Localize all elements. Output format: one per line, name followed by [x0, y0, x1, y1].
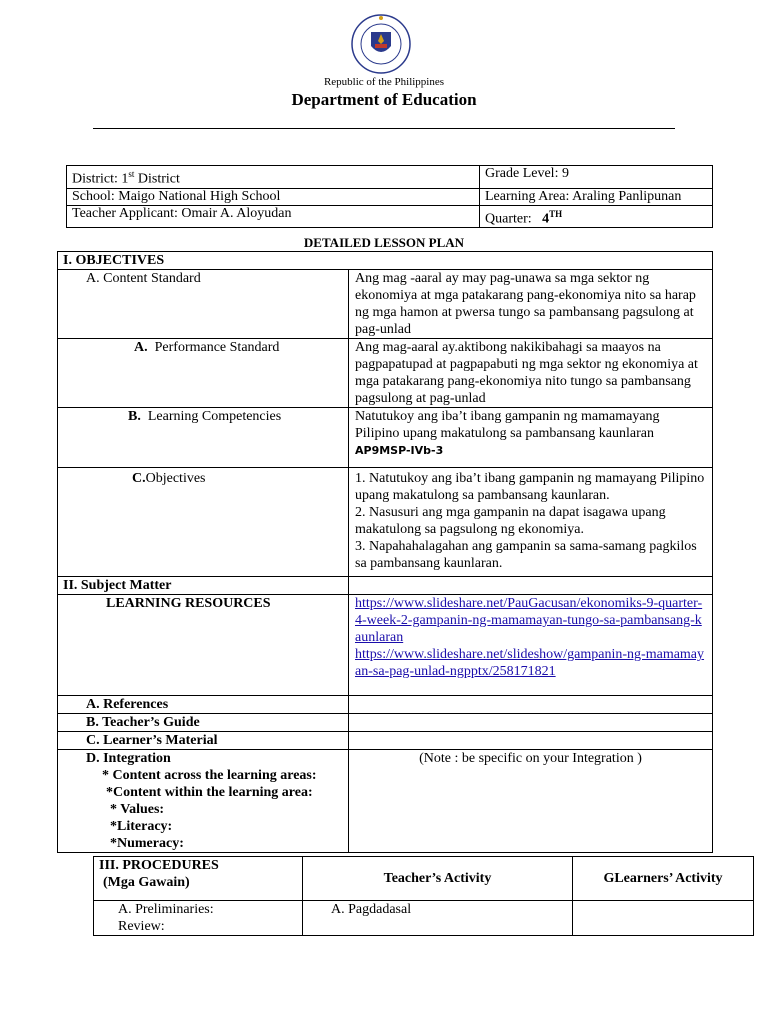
objectives-list: [349, 468, 713, 577]
school-info-table: [66, 165, 713, 228]
learning-area-cell: Learning Area: Araling Panlipunan: [480, 188, 713, 205]
teacher-activity-header: Teacher’s Activity: [303, 857, 573, 901]
learner-activity-header: GLearners’ Activity: [573, 857, 754, 901]
teachers-guide-value: [349, 714, 713, 732]
learners-material-label: C. Learner’s Material: [58, 732, 349, 750]
review-label: Review:: [118, 919, 165, 934]
objectives-heading: I. OBJECTIVES: [58, 252, 713, 270]
integration-cell: [58, 750, 349, 853]
learning-resources-links: [349, 595, 713, 696]
learner-activity-cell: [573, 901, 754, 936]
school-cell: School: Maigo National High School: [67, 188, 480, 205]
lesson-plan-title: DETAILED LESSON PLAN: [303, 235, 465, 250]
procedures-heading: III. PROCEDURES (Mga Gawain): [94, 857, 303, 901]
content-standard-text: Ang mag -aaral ay may pag-unawa sa mga sektor ng ekonomiya at mga patakarang pang-ekonomiya nito sa harap ng mga hamon at pwersa tungo sa pambansang pagsulong at pag-unlad: [349, 270, 713, 339]
performance-standard-text: Ang mag-aaral ay.aktibong nakikibahagi sa maayos na pagpapatupad at pagpapabuti ng mga sektor ng ekonomiya at mga patakarang pang-ekonomiya nito tungo sa pambansang pagsulong at pag-unlad: [349, 339, 713, 408]
grade-level-cell: Grade Level: 9: [480, 166, 713, 189]
integration-label: D. Integration: [86, 751, 171, 766]
republic-label: Republic of the Philippines: [323, 76, 445, 88]
literacy-label: *Literacy:: [110, 819, 173, 834]
procedures-table: [93, 856, 754, 936]
references-value: [349, 696, 713, 714]
resource-link-2[interactable]: https://www.slideshare.net/slideshow/gampanin-ng-mamamayan-sa-pag-unlad-ngpptx/258171821: [355, 647, 705, 679]
district-cell: District: 1st District: [67, 166, 480, 189]
objectives-label: C.Objectives: [58, 468, 349, 577]
teachers-guide-label: B. Teacher’s Guide: [58, 714, 349, 732]
learning-resources-label: LEARNING RESOURCES: [58, 595, 349, 696]
header-divider: [93, 128, 675, 129]
content-standard-label: A. Content Standard: [58, 270, 349, 339]
competency-code: AP9MSP-IVb-3: [355, 444, 444, 457]
learning-competencies-text: Natutukoy ang iba’t ibang gampanin ng mamamayang Pilipino upang makatulong sa pambansang kaunlaran AP9MSP-IVb-3: [349, 408, 713, 468]
objective-3: 3. Napahahalagahan ang gampanin sa sama-samang pagkilos sa pambansang kaunlaran.: [355, 539, 697, 571]
resource-link-1[interactable]: https://www.slideshare.net/PauGacusan/ekonomiks-9-quarter-4-week-2-gampanin-ng-mamamayan-tungo-sa-pambansang-kaunlaran: [355, 596, 703, 645]
numeracy-label: *Numeracy:: [110, 836, 184, 851]
teacher-cell: Teacher Applicant: Omair A. Aloyudan: [67, 205, 480, 228]
integration-note: (Note : be specific on your Integration ): [349, 750, 713, 853]
deped-seal-icon: [351, 14, 411, 74]
pagdadasal-cell: A. Pagdadasal: [303, 901, 573, 936]
performance-standard-label: A. Performance Standard: [58, 339, 349, 408]
department-title: Department of Education: [291, 90, 477, 109]
lesson-plan-table: [57, 251, 713, 853]
objective-1: 1. Natutukoy ang iba’t ibang gampanin ng mamayang Pilipino upang makatulong sa pambansang kaunlaran.: [355, 471, 705, 503]
objective-2: 2. Nasusuri ang mga gampanin na dapat isagawa upang makatulong sa pagsulong ng ekonomiya.: [355, 505, 666, 537]
learners-material-value: [349, 732, 713, 750]
across-label: * Content across the learning areas:: [102, 768, 317, 783]
learning-competencies-label: B. Learning Competencies: [58, 408, 349, 468]
values-label: * Values:: [110, 802, 165, 817]
within-label: *Content within the learning area:: [106, 785, 313, 800]
subject-matter-heading: II. Subject Matter: [58, 577, 349, 595]
quarter-cell: Quarter: 4TH: [480, 205, 713, 228]
preliminaries-label: A. Preliminaries:: [118, 902, 214, 917]
references-label: A. References: [58, 696, 349, 714]
preliminaries-cell: [94, 901, 303, 936]
subject-matter-empty: [349, 577, 713, 595]
